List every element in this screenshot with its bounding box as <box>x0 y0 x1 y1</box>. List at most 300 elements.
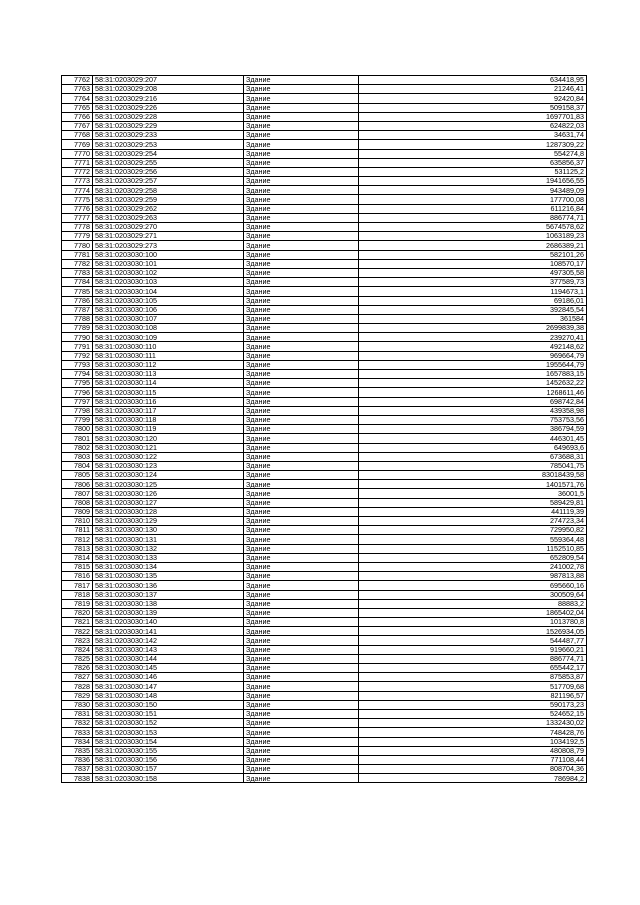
row-number-cell: 7784 <box>62 278 93 287</box>
row-number-cell: 7833 <box>62 728 93 737</box>
cadastral-value-cell: 559364,48 <box>359 535 587 544</box>
cadastral-number-cell: 58:31:0203029:257 <box>93 177 244 186</box>
cadastral-value-cell: 649693,6 <box>359 443 587 452</box>
table-row <box>62 388 587 397</box>
row-number-cell: 7781 <box>62 250 93 259</box>
table-row <box>62 443 587 452</box>
row-number-cell: 7764 <box>62 94 93 103</box>
cadastral-value-cell: 497305,58 <box>359 268 587 277</box>
cadastral-value-cell: 753753,56 <box>359 415 587 424</box>
cadastral-value-cell: 943489,09 <box>359 186 587 195</box>
object-type-cell: Здание <box>244 241 359 250</box>
cadastral-number-cell: 58:31:0203029:259 <box>93 195 244 204</box>
cadastral-number-cell: 58:31:0203030:105 <box>93 296 244 305</box>
cadastral-number-cell: 58:31:0203029:207 <box>93 76 244 85</box>
row-number-cell: 7827 <box>62 673 93 682</box>
row-number-cell: 7772 <box>62 167 93 176</box>
table-row <box>62 370 587 379</box>
row-number-cell: 7783 <box>62 268 93 277</box>
cadastral-value-cell: 239270,41 <box>359 333 587 342</box>
cadastral-value-cell: 808704,36 <box>359 765 587 774</box>
cadastral-number-cell: 58:31:0203030:106 <box>93 305 244 314</box>
object-type-cell: Здание <box>244 572 359 581</box>
table-row <box>62 452 587 461</box>
table-row <box>62 572 587 581</box>
cadastral-number-cell: 58:31:0203029:233 <box>93 131 244 140</box>
table-row <box>62 186 587 195</box>
row-number-cell: 7823 <box>62 636 93 645</box>
table-row <box>62 599 587 608</box>
cadastral-value-cell: 441119,39 <box>359 507 587 516</box>
object-type-cell: Здание <box>244 268 359 277</box>
object-type-cell: Здание <box>244 608 359 617</box>
object-type-cell: Здание <box>244 691 359 700</box>
row-number-cell: 7813 <box>62 544 93 553</box>
cadastral-value-cell: 2686389,21 <box>359 241 587 250</box>
row-number-cell: 7821 <box>62 618 93 627</box>
object-type-cell: Здание <box>244 94 359 103</box>
table-row <box>62 673 587 682</box>
cadastral-value-cell: 655442,17 <box>359 664 587 673</box>
cadastral-value-cell: 509158,37 <box>359 103 587 112</box>
row-number-cell: 7775 <box>62 195 93 204</box>
table-row <box>62 480 587 489</box>
object-type-cell: Здание <box>244 728 359 737</box>
cadastral-number-cell: 58:31:0203030:137 <box>93 590 244 599</box>
table-row <box>62 195 587 204</box>
row-number-cell: 7796 <box>62 388 93 397</box>
row-number-cell: 7788 <box>62 314 93 323</box>
object-type-cell: Здание <box>244 746 359 755</box>
object-type-cell: Здание <box>244 232 359 241</box>
table-row <box>62 314 587 323</box>
table-row <box>62 654 587 663</box>
object-type-cell: Здание <box>244 360 359 369</box>
cadastral-value-cell: 21246,41 <box>359 85 587 94</box>
table-row <box>62 131 587 140</box>
table-row <box>62 324 587 333</box>
object-type-cell: Здание <box>244 517 359 526</box>
cadastral-value-cell: 1697701,83 <box>359 112 587 121</box>
object-type-cell: Здание <box>244 507 359 516</box>
cadastral-number-cell: 58:31:0203030:116 <box>93 397 244 406</box>
object-type-cell: Здание <box>244 223 359 232</box>
cadastral-number-cell: 58:31:0203030:134 <box>93 562 244 571</box>
row-number-cell: 7810 <box>62 517 93 526</box>
row-number-cell: 7770 <box>62 149 93 158</box>
cadastral-number-cell: 58:31:0203030:143 <box>93 645 244 654</box>
object-type-cell: Здание <box>244 673 359 682</box>
cadastral-number-cell: 58:31:0203030:127 <box>93 498 244 507</box>
cadastral-number-cell: 58:31:0203030:114 <box>93 379 244 388</box>
row-number-cell: 7767 <box>62 121 93 130</box>
cadastral-number-cell: 58:31:0203030:136 <box>93 581 244 590</box>
object-type-cell: Здание <box>244 627 359 636</box>
table-row <box>62 664 587 673</box>
cadastral-value-cell: 634418,95 <box>359 76 587 85</box>
cadastral-value-cell: 274723,34 <box>359 517 587 526</box>
table-row <box>62 213 587 222</box>
object-type-cell: Здание <box>244 259 359 268</box>
table-row <box>62 746 587 755</box>
row-number-cell: 7824 <box>62 645 93 654</box>
cadastral-value-cell: 439358,98 <box>359 406 587 415</box>
cadastral-number-cell: 58:31:0203030:104 <box>93 287 244 296</box>
cadastral-value-cell: 480808,79 <box>359 746 587 755</box>
cadastral-number-cell: 58:31:0203030:150 <box>93 700 244 709</box>
cadastral-value-cell: 635856,37 <box>359 158 587 167</box>
row-number-cell: 7819 <box>62 599 93 608</box>
cadastral-number-cell: 58:31:0203029:228 <box>93 112 244 121</box>
cadastral-number-cell: 58:31:0203030:128 <box>93 507 244 516</box>
cadastral-value-cell: 1865402,04 <box>359 608 587 617</box>
table-row <box>62 406 587 415</box>
row-number-cell: 7782 <box>62 259 93 268</box>
cadastral-number-cell: 58:31:0203030:133 <box>93 553 244 562</box>
cadastral-number-cell: 58:31:0203030:135 <box>93 572 244 581</box>
object-type-cell: Здание <box>244 664 359 673</box>
table-row <box>62 636 587 645</box>
cadastral-number-cell: 58:31:0203029:229 <box>93 121 244 130</box>
cadastral-number-cell: 58:31:0203030:156 <box>93 755 244 764</box>
cadastral-value-cell: 386794,59 <box>359 425 587 434</box>
object-type-cell: Здание <box>244 452 359 461</box>
object-type-cell: Здание <box>244 654 359 663</box>
object-type-cell: Здание <box>244 379 359 388</box>
cadastral-number-cell: 58:31:0203030:129 <box>93 517 244 526</box>
cadastral-number-cell: 58:31:0203030:124 <box>93 471 244 480</box>
row-number-cell: 7838 <box>62 774 93 783</box>
cadastral-number-cell: 58:31:0203030:142 <box>93 636 244 645</box>
cadastral-number-cell: 58:31:0203029:273 <box>93 241 244 250</box>
cadastral-value-cell: 377589,73 <box>359 278 587 287</box>
object-type-cell: Здание <box>244 719 359 728</box>
cadastral-value-cell: 5674578,62 <box>359 223 587 232</box>
object-type-cell: Здание <box>244 103 359 112</box>
object-type-cell: Здание <box>244 333 359 342</box>
row-number-cell: 7763 <box>62 85 93 94</box>
cadastral-value-cell: 582101,26 <box>359 250 587 259</box>
object-type-cell: Здание <box>244 682 359 691</box>
object-type-cell: Здание <box>244 85 359 94</box>
cadastral-value-table <box>61 75 587 783</box>
table-row <box>62 645 587 654</box>
row-number-cell: 7837 <box>62 765 93 774</box>
row-number-cell: 7778 <box>62 223 93 232</box>
object-type-cell: Здание <box>244 498 359 507</box>
cadastral-value-cell: 589429,81 <box>359 498 587 507</box>
object-type-cell: Здание <box>244 434 359 443</box>
cadastral-value-cell: 554274,8 <box>359 149 587 158</box>
object-type-cell: Здание <box>244 131 359 140</box>
cadastral-number-cell: 58:31:0203030:157 <box>93 765 244 774</box>
object-type-cell: Здание <box>244 544 359 553</box>
object-type-cell: Здание <box>244 388 359 397</box>
row-number-cell: 7826 <box>62 664 93 673</box>
row-number-cell: 7785 <box>62 287 93 296</box>
object-type-cell: Здание <box>244 324 359 333</box>
cadastral-value-cell: 1194673,1 <box>359 287 587 296</box>
table-row <box>62 728 587 737</box>
row-number-cell: 7793 <box>62 360 93 369</box>
cadastral-number-cell: 58:31:0203029:262 <box>93 204 244 213</box>
row-number-cell: 7825 <box>62 654 93 663</box>
cadastral-number-cell: 58:31:0203030:117 <box>93 406 244 415</box>
table-row <box>62 755 587 764</box>
cadastral-number-cell: 58:31:0203029:270 <box>93 223 244 232</box>
cadastral-value-cell: 771108,44 <box>359 755 587 764</box>
cadastral-value-cell: 92420,84 <box>359 94 587 103</box>
row-number-cell: 7777 <box>62 213 93 222</box>
cadastral-number-cell: 58:31:0203029:216 <box>93 94 244 103</box>
table-row <box>62 526 587 535</box>
cadastral-number-cell: 58:31:0203030:146 <box>93 673 244 682</box>
table-row <box>62 489 587 498</box>
table-row <box>62 158 587 167</box>
cadastral-number-cell: 58:31:0203030:138 <box>93 599 244 608</box>
cadastral-value-cell: 300509,64 <box>359 590 587 599</box>
table-row <box>62 232 587 241</box>
cadastral-value-cell: 698742,84 <box>359 397 587 406</box>
object-type-cell: Здание <box>244 415 359 424</box>
row-number-cell: 7817 <box>62 581 93 590</box>
table-row <box>62 434 587 443</box>
object-type-cell: Здание <box>244 425 359 434</box>
cadastral-number-cell: 58:31:0203030:103 <box>93 278 244 287</box>
row-number-cell: 7789 <box>62 324 93 333</box>
table-row <box>62 259 587 268</box>
cadastral-value-cell: 392845,54 <box>359 305 587 314</box>
table-row <box>62 544 587 553</box>
cadastral-number-cell: 58:31:0203029:226 <box>93 103 244 112</box>
row-number-cell: 7814 <box>62 553 93 562</box>
cadastral-number-cell: 58:31:0203030:132 <box>93 544 244 553</box>
cadastral-number-cell: 58:31:0203029:258 <box>93 186 244 195</box>
row-number-cell: 7804 <box>62 461 93 470</box>
cadastral-number-cell: 58:31:0203030:110 <box>93 342 244 351</box>
cadastral-number-cell: 58:31:0203030:122 <box>93 452 244 461</box>
object-type-cell: Здание <box>244 149 359 158</box>
row-number-cell: 7805 <box>62 471 93 480</box>
table-row <box>62 351 587 360</box>
cadastral-value-cell: 524652,15 <box>359 709 587 718</box>
cadastral-value-cell: 1452632,22 <box>359 379 587 388</box>
object-type-cell: Здание <box>244 250 359 259</box>
row-number-cell: 7780 <box>62 241 93 250</box>
cadastral-value-cell: 88883,2 <box>359 599 587 608</box>
cadastral-number-cell: 58:31:0203030:100 <box>93 250 244 259</box>
object-type-cell: Здание <box>244 195 359 204</box>
cadastral-number-cell: 58:31:0203030:140 <box>93 618 244 627</box>
table-row <box>62 498 587 507</box>
row-number-cell: 7832 <box>62 719 93 728</box>
cadastral-value-cell: 241002,78 <box>359 562 587 571</box>
table-row <box>62 507 587 516</box>
cadastral-value-cell: 1332430,02 <box>359 719 587 728</box>
cadastral-value-cell: 624822,03 <box>359 121 587 130</box>
row-number-cell: 7831 <box>62 709 93 718</box>
cadastral-number-cell: 58:31:0203029:208 <box>93 85 244 94</box>
table-row <box>62 94 587 103</box>
row-number-cell: 7769 <box>62 140 93 149</box>
row-number-cell: 7812 <box>62 535 93 544</box>
row-number-cell: 7766 <box>62 112 93 121</box>
cadastral-number-cell: 58:31:0203030:158 <box>93 774 244 783</box>
cadastral-number-cell: 58:31:0203030:130 <box>93 526 244 535</box>
cadastral-value-cell: 652809,54 <box>359 553 587 562</box>
object-type-cell: Здание <box>244 755 359 764</box>
table-row <box>62 709 587 718</box>
object-type-cell: Здание <box>244 140 359 149</box>
cadastral-value-cell: 2699839,38 <box>359 324 587 333</box>
table-row <box>62 250 587 259</box>
row-number-cell: 7771 <box>62 158 93 167</box>
table-row <box>62 415 587 424</box>
cadastral-number-cell: 58:31:0203030:126 <box>93 489 244 498</box>
table-row <box>62 333 587 342</box>
row-number-cell: 7790 <box>62 333 93 342</box>
object-type-cell: Здание <box>244 471 359 480</box>
cadastral-value-cell: 36001,5 <box>359 489 587 498</box>
cadastral-number-cell: 58:31:0203030:131 <box>93 535 244 544</box>
table-row <box>62 700 587 709</box>
cadastral-number-cell: 58:31:0203030:121 <box>93 443 244 452</box>
cadastral-number-cell: 58:31:0203030:109 <box>93 333 244 342</box>
object-type-cell: Здание <box>244 599 359 608</box>
cadastral-value-cell: 1013780,8 <box>359 618 587 627</box>
row-number-cell: 7815 <box>62 562 93 571</box>
cadastral-number-cell: 58:31:0203029:271 <box>93 232 244 241</box>
cadastral-value-cell: 544487,77 <box>359 636 587 645</box>
table-row <box>62 517 587 526</box>
cadastral-value-cell: 1657883,15 <box>359 370 587 379</box>
cadastral-number-cell: 58:31:0203030:118 <box>93 415 244 424</box>
table-row <box>62 471 587 480</box>
row-number-cell: 7820 <box>62 608 93 617</box>
cadastral-number-cell: 58:31:0203029:263 <box>93 213 244 222</box>
cadastral-value-cell: 886774,71 <box>359 654 587 663</box>
cadastral-value-cell: 83018439,58 <box>359 471 587 480</box>
cadastral-number-cell: 58:31:0203030:102 <box>93 268 244 277</box>
cadastral-number-cell: 58:31:0203029:256 <box>93 167 244 176</box>
cadastral-number-cell: 58:31:0203030:151 <box>93 709 244 718</box>
cadastral-number-cell: 58:31:0203029:254 <box>93 149 244 158</box>
object-type-cell: Здание <box>244 618 359 627</box>
object-type-cell: Здание <box>244 167 359 176</box>
cadastral-value-cell: 446301,45 <box>359 434 587 443</box>
table-row <box>62 85 587 94</box>
cadastral-value-cell: 492148,62 <box>359 342 587 351</box>
cadastral-value-cell: 1401571,76 <box>359 480 587 489</box>
table-row <box>62 461 587 470</box>
object-type-cell: Здание <box>244 397 359 406</box>
cadastral-value-cell: 517709,68 <box>359 682 587 691</box>
object-type-cell: Здание <box>244 700 359 709</box>
object-type-cell: Здание <box>244 406 359 415</box>
cadastral-number-cell: 58:31:0203030:125 <box>93 480 244 489</box>
table-row <box>62 397 587 406</box>
row-number-cell: 7807 <box>62 489 93 498</box>
cadastral-number-cell: 58:31:0203030:147 <box>93 682 244 691</box>
cadastral-number-cell: 58:31:0203030:123 <box>93 461 244 470</box>
cadastral-value-cell: 673688,31 <box>359 452 587 461</box>
object-type-cell: Здание <box>244 636 359 645</box>
table-row <box>62 608 587 617</box>
row-number-cell: 7798 <box>62 406 93 415</box>
table-row <box>62 177 587 186</box>
row-number-cell: 7822 <box>62 627 93 636</box>
object-type-cell: Здание <box>244 461 359 470</box>
object-type-cell: Здание <box>244 535 359 544</box>
table-row <box>62 360 587 369</box>
row-number-cell: 7799 <box>62 415 93 424</box>
cadastral-value-cell: 886774,71 <box>359 213 587 222</box>
row-number-cell: 7762 <box>62 76 93 85</box>
cadastral-number-cell: 58:31:0203030:108 <box>93 324 244 333</box>
cadastral-number-cell: 58:31:0203030:119 <box>93 425 244 434</box>
row-number-cell: 7792 <box>62 351 93 360</box>
table-row <box>62 682 587 691</box>
table-row <box>62 278 587 287</box>
cadastral-number-cell: 58:31:0203030:111 <box>93 351 244 360</box>
table-row <box>62 765 587 774</box>
object-type-cell: Здание <box>244 443 359 452</box>
object-type-cell: Здание <box>244 526 359 535</box>
cadastral-value-cell: 1268611,46 <box>359 388 587 397</box>
table-row <box>62 287 587 296</box>
table-row <box>62 590 587 599</box>
table-row <box>62 691 587 700</box>
cadastral-number-cell: 58:31:0203030:141 <box>93 627 244 636</box>
cadastral-value-cell: 821196,57 <box>359 691 587 700</box>
object-type-cell: Здание <box>244 709 359 718</box>
table-row <box>62 305 587 314</box>
cadastral-value-cell: 1287309,22 <box>359 140 587 149</box>
row-number-cell: 7794 <box>62 370 93 379</box>
table-row <box>62 425 587 434</box>
table-row <box>62 562 587 571</box>
cadastral-number-cell: 58:31:0203030:107 <box>93 314 244 323</box>
table-row <box>62 618 587 627</box>
object-type-cell: Здание <box>244 158 359 167</box>
table-row <box>62 774 587 783</box>
cadastral-number-cell: 58:31:0203030:113 <box>93 370 244 379</box>
object-type-cell: Здание <box>244 737 359 746</box>
row-number-cell: 7809 <box>62 507 93 516</box>
object-type-cell: Здание <box>244 305 359 314</box>
row-number-cell: 7776 <box>62 204 93 213</box>
row-number-cell: 7802 <box>62 443 93 452</box>
row-number-cell: 7828 <box>62 682 93 691</box>
cadastral-value-cell: 987813,88 <box>359 572 587 581</box>
table-row <box>62 737 587 746</box>
object-type-cell: Здание <box>244 204 359 213</box>
table-row <box>62 103 587 112</box>
cadastral-number-cell: 58:31:0203029:253 <box>93 140 244 149</box>
table-row <box>62 535 587 544</box>
object-type-cell: Здание <box>244 480 359 489</box>
object-type-cell: Здание <box>244 76 359 85</box>
object-type-cell: Здание <box>244 489 359 498</box>
table-row <box>62 149 587 158</box>
table-body <box>62 76 587 783</box>
cadastral-value-cell: 1941656,55 <box>359 177 587 186</box>
object-type-cell: Здание <box>244 213 359 222</box>
object-type-cell: Здание <box>244 581 359 590</box>
object-type-cell: Здание <box>244 278 359 287</box>
cadastral-number-cell: 58:31:0203030:145 <box>93 664 244 673</box>
cadastral-value-cell: 34631,74 <box>359 131 587 140</box>
